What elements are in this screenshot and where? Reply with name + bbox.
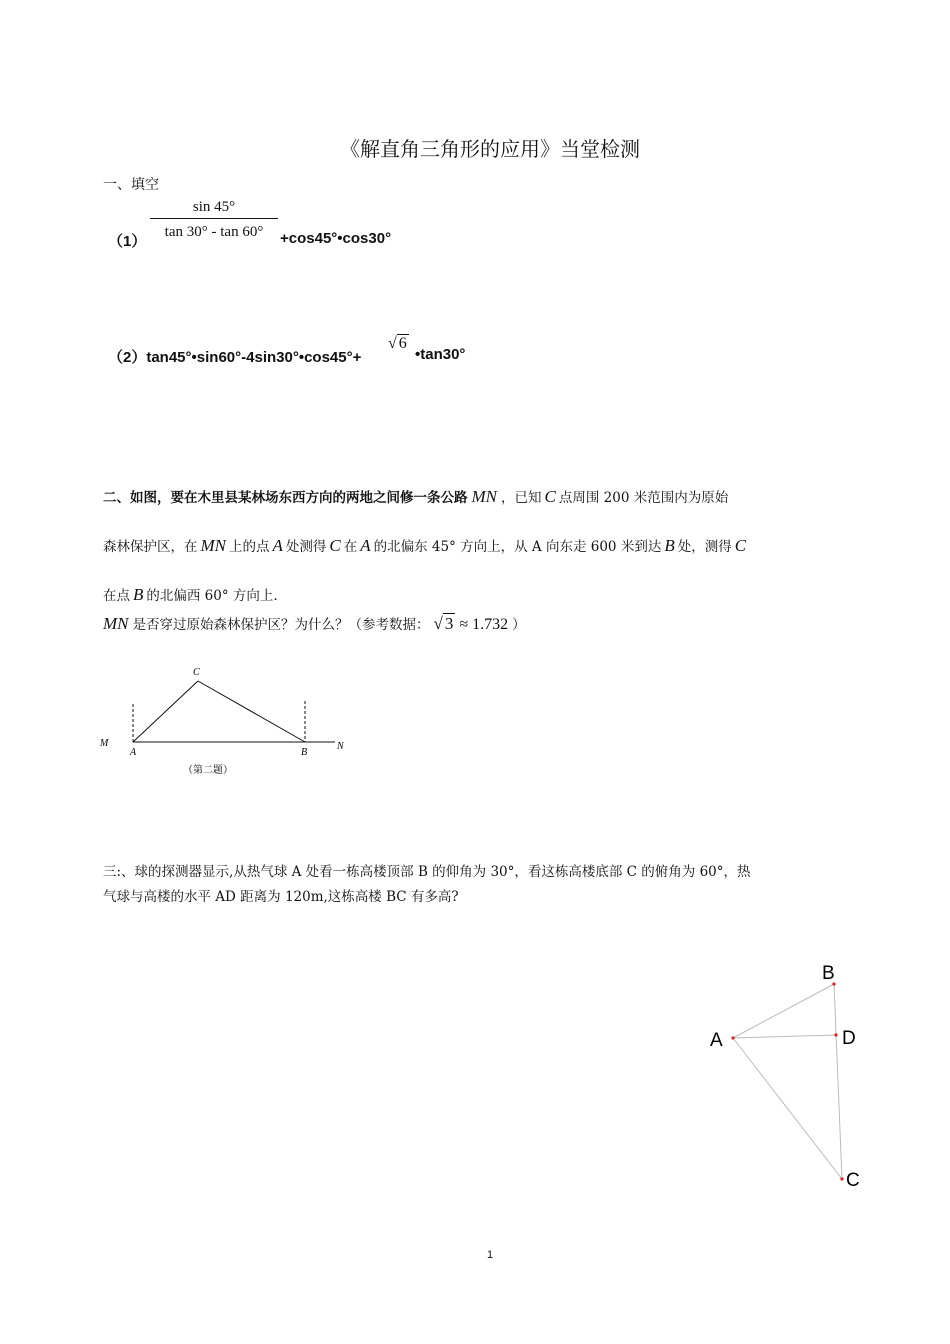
symbol-MN: MN: [471, 487, 497, 506]
label-C: C: [193, 667, 200, 678]
line2-text-e: 的北偏东 45° 方向上，从 A 向东走 600 米到达: [373, 539, 662, 555]
section3-line1: 三:、球的探测器显示,从热气球 A 处看一栋高楼顶部 B 的仰角为 30°，看这栋高楼底部 C 的俯角为 60°，热: [103, 864, 751, 880]
q2-label-text: （2）: [108, 349, 147, 366]
segment-AD: [733, 1035, 836, 1038]
symbol-MN: MN: [200, 536, 226, 555]
q2-sqrt-radicand: 6: [398, 335, 407, 352]
line3-text-b: 的北偏西 60° 方向上.: [146, 588, 278, 604]
figure-2: [95, 660, 355, 780]
symbol-A: A: [360, 536, 371, 555]
line4-text-a: 是否穿过原始森林保护区？为什么？（参考数据：: [132, 617, 430, 633]
symbol-C: C: [544, 487, 556, 506]
q1-fraction-denominator: tan 30° - tan 60°: [164, 224, 264, 240]
q1-fraction: [150, 196, 278, 243]
line2-text-a: 森林保护区，在: [103, 539, 198, 555]
line1-text-b: ，已知: [501, 490, 542, 506]
sqrt-sign-icon: √: [388, 335, 397, 352]
symbol-B: B: [133, 585, 144, 604]
q1-label: （1）: [108, 233, 147, 250]
label-A: A: [710, 1030, 723, 1051]
q1-fraction-numerator: sin 45°: [192, 199, 236, 215]
line3-text-a: 在点: [103, 588, 130, 604]
symbol-B: B: [664, 536, 675, 555]
q1-rest: +cos45°•cos30°: [280, 230, 392, 247]
label-B: B: [301, 747, 308, 758]
q2-sqrt: [388, 335, 409, 353]
page-title: 《解直角三角形的应用》当堂检测: [340, 137, 640, 161]
sqrt3: [434, 614, 456, 633]
section3-line2: 气球与高楼的水平 AD 距离为 120m,这栋高楼 BC 有多高?: [103, 889, 459, 905]
segment-AB: [733, 984, 834, 1038]
fraction-bar: [150, 218, 278, 219]
section2-line1: [103, 486, 728, 507]
point-D: [834, 1033, 837, 1036]
label-A: A: [130, 747, 137, 758]
symbol-A: A: [272, 536, 283, 555]
point-C: [840, 1177, 843, 1180]
line4-text-b: ）: [512, 617, 526, 633]
section1-heading: 一、填空: [103, 177, 159, 193]
page-number: 1: [486, 1249, 494, 1261]
label-B: B: [822, 963, 835, 984]
q2-rest: •tan30°: [415, 346, 466, 363]
figure-3: [700, 955, 880, 1195]
symbol-C: C: [734, 536, 747, 555]
segment-BC: [834, 984, 842, 1179]
section2-line3: [103, 584, 278, 605]
symbol-C: C: [329, 536, 341, 555]
approx-value: ≈ 1.732: [459, 616, 509, 633]
symbol-MN: MN: [103, 614, 129, 633]
point-A: [731, 1036, 734, 1039]
line2-text-c: 处测得: [285, 539, 327, 555]
segment-CB: [198, 681, 305, 742]
label-C: C: [846, 1170, 860, 1191]
label-D: D: [842, 1028, 856, 1049]
section2-line2: [103, 535, 749, 556]
sqrt-sign-icon: √: [433, 614, 443, 633]
segment-AC: [133, 681, 198, 742]
label-M: M: [100, 738, 109, 749]
q2-label: [108, 346, 361, 367]
q2-expression: tan45°•sin60°-4sin30°•cos45°+: [146, 349, 362, 366]
sqrt3-radicand: 3: [444, 614, 454, 633]
line2-text-d: 在: [343, 539, 358, 555]
label-N: N: [337, 741, 344, 752]
line2-text-f: 处，测得: [677, 539, 732, 555]
figure-2-caption: （第二题）: [183, 765, 233, 776]
line2-text-b: 上的点: [229, 539, 270, 555]
section2-line4: [103, 613, 526, 634]
line1-text-d: 点周围 200 米范围内为原始: [558, 490, 729, 506]
line1-text-a: 二、如图，要在木里县某林场东西方向的两地之间修一条公路: [103, 490, 468, 506]
segment-AC: [733, 1038, 842, 1179]
